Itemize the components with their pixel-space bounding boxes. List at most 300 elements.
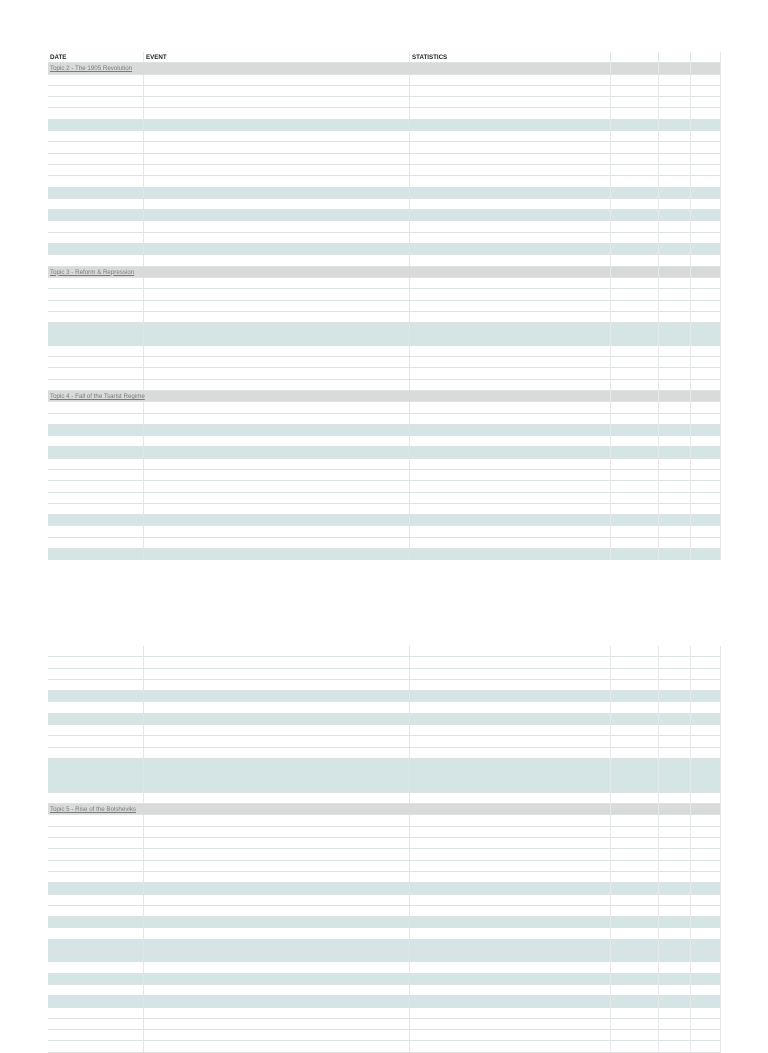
event-cell xyxy=(144,504,410,514)
date-cell xyxy=(48,210,144,220)
table-row xyxy=(48,928,720,939)
table-row xyxy=(48,1041,720,1052)
event-cell xyxy=(144,108,410,118)
statistics-cell xyxy=(410,233,720,243)
event-cell xyxy=(144,459,410,469)
date-cell xyxy=(48,917,144,927)
table-row xyxy=(48,142,720,153)
event-cell xyxy=(144,680,410,690)
table-row xyxy=(48,872,720,883)
statistics-cell xyxy=(410,714,720,724)
statistics-cell xyxy=(410,793,720,803)
event-cell xyxy=(144,917,410,927)
date-cell xyxy=(48,782,144,792)
table-row xyxy=(48,657,720,668)
statistics-cell xyxy=(410,646,720,656)
date-cell xyxy=(48,838,144,848)
header-date: DATE xyxy=(48,52,144,62)
table-row xyxy=(48,1019,720,1030)
table-row xyxy=(48,793,720,804)
event-cell xyxy=(144,447,410,457)
statistics-cell xyxy=(410,940,720,950)
statistics-cell xyxy=(410,526,720,536)
event-cell xyxy=(144,414,410,424)
table-row xyxy=(48,691,720,702)
sheet-table-bottom xyxy=(48,646,720,1053)
header-statistics: STATISTICS xyxy=(412,54,448,61)
table-row xyxy=(48,782,720,793)
table-row xyxy=(48,504,720,515)
event-cell xyxy=(144,402,410,412)
event-cell xyxy=(144,380,410,390)
event-cell xyxy=(144,906,410,916)
event-cell xyxy=(144,210,410,220)
statistics-cell xyxy=(410,702,720,712)
event-cell xyxy=(144,221,410,231)
statistics-cell xyxy=(410,108,720,118)
date-cell xyxy=(48,996,144,1006)
date-cell xyxy=(48,657,144,667)
event-cell xyxy=(144,312,410,322)
event-cell xyxy=(144,244,410,254)
date-cell xyxy=(48,815,144,825)
statistics-cell xyxy=(410,436,720,446)
date-cell xyxy=(48,188,144,198)
date-cell xyxy=(48,526,144,536)
event-cell xyxy=(144,883,410,893)
event-cell xyxy=(144,714,410,724)
date-cell xyxy=(48,436,144,446)
statistics-cell xyxy=(410,165,720,175)
table-row xyxy=(48,221,720,232)
event-cell xyxy=(144,657,410,667)
statistics-cell xyxy=(410,323,720,333)
table-row xyxy=(48,861,720,872)
date-cell xyxy=(48,447,144,457)
date-cell xyxy=(48,334,144,344)
statistics-cell xyxy=(410,1008,720,1018)
table-row xyxy=(48,357,720,368)
table-row xyxy=(48,402,720,413)
statistics-cell xyxy=(410,312,720,322)
statistics-cell xyxy=(410,131,720,141)
statistics-cell xyxy=(410,827,720,837)
event-cell xyxy=(144,255,410,265)
statistics-cell xyxy=(410,759,720,769)
table-row xyxy=(48,906,720,917)
date-cell xyxy=(48,481,144,491)
event-cell xyxy=(144,669,410,679)
date-cell xyxy=(48,928,144,938)
statistics-cell xyxy=(410,447,720,457)
date-cell xyxy=(48,244,144,254)
table-row xyxy=(48,86,720,97)
table-row xyxy=(48,748,720,759)
table-row xyxy=(48,646,720,657)
sheet-table-top xyxy=(48,52,720,560)
event-cell xyxy=(144,549,410,559)
statistics-cell xyxy=(410,736,720,746)
statistics-cell xyxy=(410,838,720,848)
statistics-cell xyxy=(410,278,720,288)
event-cell xyxy=(144,165,410,175)
date-cell xyxy=(48,221,144,231)
statistics-cell xyxy=(410,549,720,559)
date-cell xyxy=(48,985,144,995)
table-row xyxy=(48,165,720,176)
table-row xyxy=(48,725,720,736)
event-cell xyxy=(144,278,410,288)
statistics-cell xyxy=(410,97,720,107)
statistics-cell xyxy=(410,515,720,525)
table-row xyxy=(48,481,720,492)
statistics-cell xyxy=(410,470,720,480)
date-cell xyxy=(48,669,144,679)
event-cell xyxy=(144,154,410,164)
statistics-cell xyxy=(410,917,720,927)
statistics-cell xyxy=(410,493,720,503)
event-cell xyxy=(144,470,410,480)
date-cell xyxy=(48,312,144,322)
statistics-cell xyxy=(410,244,720,254)
table-row xyxy=(48,680,720,691)
date-cell xyxy=(48,255,144,265)
table-row xyxy=(48,312,720,323)
table-row xyxy=(48,436,720,447)
statistics-cell xyxy=(410,861,720,871)
table-row xyxy=(48,323,720,334)
statistics-cell xyxy=(410,75,720,85)
statistics-cell xyxy=(410,849,720,859)
event-cell xyxy=(144,86,410,96)
table-row xyxy=(48,334,720,345)
statistics-cell xyxy=(410,176,720,186)
date-cell xyxy=(48,549,144,559)
statistics-cell xyxy=(410,974,720,984)
date-cell xyxy=(48,504,144,514)
table-row xyxy=(48,244,720,255)
date-cell xyxy=(48,176,144,186)
event-cell xyxy=(144,75,410,85)
event-cell xyxy=(144,691,410,701)
date-cell xyxy=(48,97,144,107)
statistics-cell xyxy=(410,188,720,198)
event-cell xyxy=(144,334,410,344)
header-row xyxy=(48,52,720,63)
date-cell xyxy=(48,459,144,469)
event-cell xyxy=(144,368,410,378)
event-cell xyxy=(144,815,410,825)
table-row xyxy=(48,255,720,266)
statistics-cell xyxy=(410,334,720,344)
event-cell xyxy=(144,872,410,882)
table-row xyxy=(48,131,720,142)
date-cell xyxy=(48,646,144,656)
statistics-cell xyxy=(410,996,720,1006)
date-cell xyxy=(48,748,144,758)
event-cell xyxy=(144,538,410,548)
topic-row xyxy=(48,63,720,74)
event-cell xyxy=(144,176,410,186)
date-cell xyxy=(48,233,144,243)
date-cell xyxy=(48,368,144,378)
statistics-cell xyxy=(410,346,720,356)
statistics-cell xyxy=(410,895,720,905)
event-cell xyxy=(144,646,410,656)
event-cell xyxy=(144,962,410,972)
event-cell xyxy=(144,1008,410,1018)
statistics-cell xyxy=(410,782,720,792)
event-cell xyxy=(144,323,410,333)
date-cell xyxy=(48,470,144,480)
date-cell xyxy=(48,86,144,96)
event-cell xyxy=(144,895,410,905)
table-row xyxy=(48,940,720,951)
date-cell xyxy=(48,493,144,503)
event-cell xyxy=(144,301,410,311)
table-row xyxy=(48,154,720,165)
event-cell xyxy=(144,526,410,536)
table-row xyxy=(48,526,720,537)
date-cell xyxy=(48,974,144,984)
event-cell xyxy=(144,493,410,503)
event-cell xyxy=(144,849,410,859)
date-cell xyxy=(48,759,144,769)
table-row xyxy=(48,951,720,962)
date-cell xyxy=(48,872,144,882)
event-cell xyxy=(144,770,410,780)
event-cell xyxy=(144,793,410,803)
date-cell xyxy=(48,1008,144,1018)
event-cell xyxy=(144,233,410,243)
table-row xyxy=(48,827,720,838)
table-row xyxy=(48,714,720,725)
date-cell xyxy=(48,861,144,871)
table-row xyxy=(48,108,720,119)
event-cell xyxy=(144,827,410,837)
table-row xyxy=(48,414,720,425)
event-cell xyxy=(144,759,410,769)
table-row xyxy=(48,368,720,379)
statistics-cell xyxy=(410,120,720,130)
statistics-cell xyxy=(410,289,720,299)
topic-title: Topic 5 - Rise of the Bolsheviks xyxy=(50,806,136,814)
table-row xyxy=(48,815,720,826)
table-row xyxy=(48,838,720,849)
table-row xyxy=(48,346,720,357)
event-cell xyxy=(144,974,410,984)
date-cell xyxy=(48,736,144,746)
date-cell xyxy=(48,301,144,311)
statistics-cell xyxy=(410,691,720,701)
topic-row xyxy=(48,804,720,815)
table-row xyxy=(48,1008,720,1019)
date-cell xyxy=(48,357,144,367)
date-cell xyxy=(48,75,144,85)
topic-row xyxy=(48,391,720,402)
statistics-cell xyxy=(410,402,720,412)
table-row xyxy=(48,75,720,86)
table-row xyxy=(48,120,720,131)
date-cell xyxy=(48,702,144,712)
statistics-cell xyxy=(410,1041,720,1051)
date-cell xyxy=(48,199,144,209)
event-cell xyxy=(144,97,410,107)
statistics-cell xyxy=(410,951,720,961)
statistics-cell xyxy=(410,414,720,424)
statistics-cell xyxy=(410,538,720,548)
statistics-cell xyxy=(410,962,720,972)
statistics-cell xyxy=(410,255,720,265)
table-row xyxy=(48,425,720,436)
date-cell xyxy=(48,414,144,424)
date-cell xyxy=(48,725,144,735)
table-row xyxy=(48,188,720,199)
date-cell xyxy=(48,380,144,390)
date-cell xyxy=(48,289,144,299)
table-row xyxy=(48,515,720,526)
table-row xyxy=(48,549,720,560)
table-row xyxy=(48,962,720,973)
topic-title: Topic 4 - Fall of the Tsarist Regime xyxy=(50,392,145,400)
statistics-cell xyxy=(410,301,720,311)
date-cell xyxy=(48,962,144,972)
table-row xyxy=(48,895,720,906)
topic-title: Topic 3 - Reform & Repression xyxy=(50,268,135,276)
date-cell xyxy=(48,793,144,803)
date-cell xyxy=(48,142,144,152)
statistics-cell xyxy=(410,725,720,735)
event-cell xyxy=(144,481,410,491)
topic-title: Topic 2 - The 1905 Revolution xyxy=(50,65,133,73)
date-cell xyxy=(48,131,144,141)
event-cell xyxy=(144,951,410,961)
statistics-cell xyxy=(410,657,720,667)
date-cell xyxy=(48,538,144,548)
table-row xyxy=(48,669,720,680)
table-row xyxy=(48,770,720,781)
table-row xyxy=(48,199,720,210)
event-cell xyxy=(144,188,410,198)
date-cell xyxy=(48,1041,144,1051)
date-cell xyxy=(48,906,144,916)
table-row xyxy=(48,538,720,549)
date-cell xyxy=(48,346,144,356)
table-row xyxy=(48,97,720,108)
date-cell xyxy=(48,770,144,780)
table-row xyxy=(48,278,720,289)
date-cell xyxy=(48,951,144,961)
statistics-cell xyxy=(410,815,720,825)
event-cell xyxy=(144,1030,410,1040)
statistics-cell xyxy=(410,380,720,390)
statistics-cell xyxy=(410,459,720,469)
statistics-cell xyxy=(410,872,720,882)
statistics-cell xyxy=(410,210,720,220)
statistics-cell xyxy=(410,906,720,916)
date-cell xyxy=(48,883,144,893)
date-cell xyxy=(48,940,144,950)
table-row xyxy=(48,301,720,312)
event-cell xyxy=(144,736,410,746)
table-row xyxy=(48,974,720,985)
table-row xyxy=(48,759,720,770)
header-event: EVENT xyxy=(144,52,410,62)
event-cell xyxy=(144,199,410,209)
date-cell xyxy=(48,849,144,859)
event-cell xyxy=(144,725,410,735)
topic-row xyxy=(48,267,720,278)
statistics-cell xyxy=(410,1030,720,1040)
statistics-cell xyxy=(410,199,720,209)
date-cell xyxy=(48,680,144,690)
event-cell xyxy=(144,1041,410,1051)
statistics-cell xyxy=(410,669,720,679)
date-cell xyxy=(48,895,144,905)
date-cell xyxy=(48,120,144,130)
table-row xyxy=(48,736,720,747)
statistics-cell xyxy=(410,748,720,758)
event-cell xyxy=(144,940,410,950)
table-row xyxy=(48,883,720,894)
event-cell xyxy=(144,928,410,938)
event-cell xyxy=(144,131,410,141)
date-cell xyxy=(48,165,144,175)
table-row xyxy=(48,470,720,481)
table-row xyxy=(48,176,720,187)
event-cell xyxy=(144,782,410,792)
statistics-cell xyxy=(410,357,720,367)
statistics-cell xyxy=(410,504,720,514)
statistics-cell xyxy=(410,154,720,164)
table-row xyxy=(48,493,720,504)
event-cell xyxy=(144,120,410,130)
table-row xyxy=(48,985,720,996)
table-row xyxy=(48,849,720,860)
statistics-cell xyxy=(410,680,720,690)
date-cell xyxy=(48,1030,144,1040)
table-row xyxy=(48,917,720,928)
event-cell xyxy=(144,985,410,995)
event-cell xyxy=(144,289,410,299)
event-cell xyxy=(144,425,410,435)
statistics-cell xyxy=(410,368,720,378)
statistics-cell xyxy=(410,86,720,96)
table-row xyxy=(48,289,720,300)
date-cell xyxy=(48,827,144,837)
date-cell xyxy=(48,714,144,724)
date-cell xyxy=(48,425,144,435)
statistics-cell xyxy=(410,481,720,491)
table-row xyxy=(48,996,720,1007)
statistics-cell xyxy=(410,770,720,780)
date-cell xyxy=(48,323,144,333)
statistics-cell xyxy=(410,985,720,995)
event-cell xyxy=(144,346,410,356)
event-cell xyxy=(144,702,410,712)
event-cell xyxy=(144,838,410,848)
table-row xyxy=(48,459,720,470)
statistics-cell xyxy=(410,142,720,152)
table-row xyxy=(48,1030,720,1041)
statistics-cell xyxy=(410,928,720,938)
table-row xyxy=(48,233,720,244)
event-cell xyxy=(144,748,410,758)
statistics-cell xyxy=(410,221,720,231)
date-cell xyxy=(48,691,144,701)
event-cell xyxy=(144,142,410,152)
date-cell xyxy=(48,402,144,412)
